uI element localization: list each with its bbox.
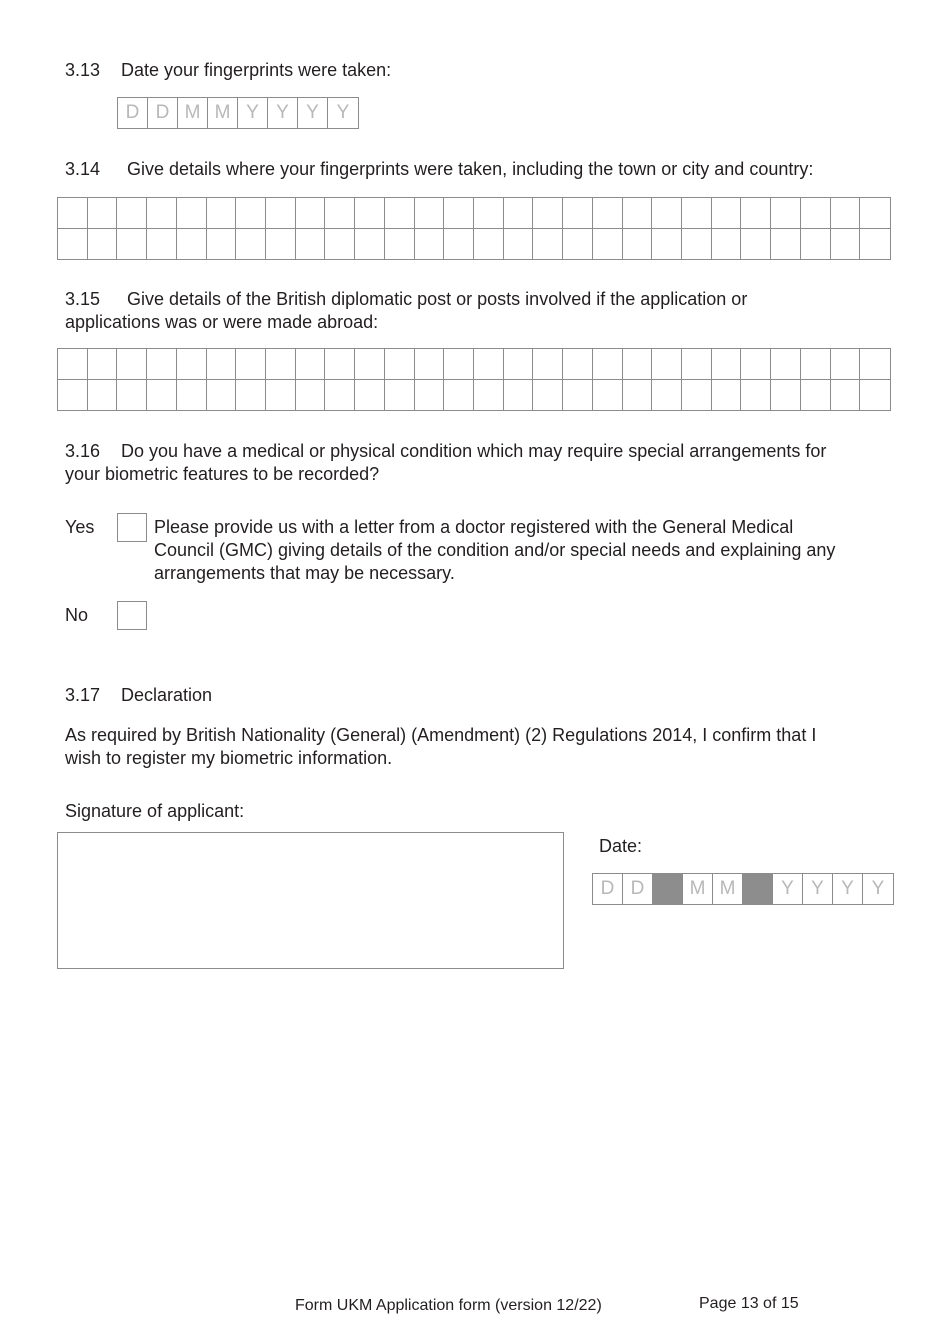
char-box[interactable] — [712, 380, 742, 411]
char-box[interactable] — [563, 380, 593, 411]
q313-heading — [65, 59, 391, 82]
char-box[interactable] — [296, 380, 326, 411]
q314-heading — [65, 158, 813, 181]
q315-heading — [65, 288, 747, 334]
date-cell[interactable]: D — [593, 874, 623, 904]
date-cell[interactable]: Y — [871, 878, 885, 899]
date-separator — [743, 874, 773, 904]
char-box[interactable] — [771, 198, 801, 229]
date-cell[interactable]: Y — [336, 102, 350, 123]
char-box[interactable] — [325, 229, 355, 260]
q315-number: 3.15 — [65, 289, 101, 309]
char-box[interactable] — [563, 349, 593, 380]
char-box[interactable] — [623, 198, 653, 229]
char-box[interactable] — [474, 229, 504, 260]
q313-text: Date your fingerprints were taken: — [121, 60, 392, 80]
q316-text-line1: Do you have a medical or physical condition which may require special arrangements for — [121, 441, 827, 461]
footer-form-name: Form UKM Application form (version 12/22) — [295, 1297, 602, 1314]
char-box[interactable] — [117, 380, 147, 411]
char-box[interactable] — [533, 198, 563, 229]
char-box[interactable] — [831, 229, 861, 260]
char-box[interactable] — [385, 380, 415, 411]
char-box[interactable] — [147, 380, 177, 411]
char-box[interactable] — [652, 349, 682, 380]
q317-date-input[interactable] — [592, 873, 894, 905]
char-box[interactable] — [801, 198, 831, 229]
char-box[interactable] — [801, 380, 831, 411]
date-cell[interactable]: D — [118, 98, 148, 128]
char-box[interactable] — [88, 349, 118, 380]
char-box[interactable] — [236, 198, 266, 229]
char-box[interactable] — [207, 380, 237, 411]
q316-number: 3.16 — [65, 441, 101, 461]
char-box[interactable] — [444, 229, 474, 260]
footer-page-number: Page 13 of 15 — [699, 1295, 799, 1312]
char-box[interactable] — [801, 349, 831, 380]
char-box[interactable] — [474, 349, 504, 380]
char-box[interactable] — [741, 229, 771, 260]
char-box[interactable] — [741, 198, 771, 229]
yes-note-line2: Council (GMC) giving details of the condition and/or special needs and explaining any — [154, 540, 836, 560]
char-box[interactable] — [712, 229, 742, 260]
date-cell[interactable]: M — [713, 874, 743, 904]
char-box[interactable] — [177, 198, 207, 229]
char-box[interactable] — [831, 380, 861, 411]
char-box[interactable] — [415, 198, 445, 229]
char-box[interactable] — [801, 229, 831, 260]
char-box[interactable] — [88, 198, 118, 229]
char-box[interactable] — [474, 198, 504, 229]
char-box[interactable] — [652, 380, 682, 411]
char-box[interactable] — [236, 349, 266, 380]
char-box[interactable] — [385, 198, 415, 229]
char-box[interactable] — [860, 229, 890, 260]
q313-number: 3.13 — [65, 60, 101, 80]
char-box[interactable] — [652, 229, 682, 260]
char-box[interactable] — [712, 349, 742, 380]
char-box[interactable] — [355, 380, 385, 411]
char-box[interactable] — [58, 229, 88, 260]
char-box[interactable] — [88, 380, 118, 411]
char-box[interactable] — [593, 380, 623, 411]
char-box[interactable] — [325, 198, 355, 229]
char-box[interactable] — [504, 349, 534, 380]
date-separator — [653, 874, 683, 904]
char-box[interactable] — [385, 229, 415, 260]
char-box[interactable] — [266, 229, 296, 260]
no-checkbox[interactable] — [117, 601, 147, 630]
char-box[interactable] — [444, 349, 474, 380]
char-box[interactable] — [355, 198, 385, 229]
char-box[interactable] — [860, 380, 890, 411]
declaration-line2: wish to register my biometric information. — [65, 748, 393, 768]
char-box[interactable] — [58, 349, 88, 380]
date-label: Date: — [599, 836, 643, 856]
q314-answer-grid[interactable] — [57, 197, 891, 260]
char-box[interactable] — [712, 198, 742, 229]
date-cell[interactable]: Y — [268, 98, 298, 128]
char-box[interactable] — [58, 380, 88, 411]
q315-text-line2: applications was or were made abroad: — [65, 312, 379, 332]
char-box[interactable] — [860, 349, 890, 380]
char-box[interactable] — [533, 380, 563, 411]
yes-checkbox[interactable] — [117, 513, 147, 542]
char-box[interactable] — [474, 380, 504, 411]
char-box[interactable] — [831, 349, 861, 380]
q313-date-input[interactable] — [117, 97, 359, 129]
q317-title: Declaration — [121, 685, 213, 705]
char-box[interactable] — [623, 380, 653, 411]
char-box[interactable] — [682, 198, 712, 229]
char-box[interactable] — [771, 229, 801, 260]
date-cell[interactable]: Y — [238, 98, 268, 128]
char-box[interactable] — [771, 349, 801, 380]
char-box[interactable] — [177, 229, 207, 260]
char-box[interactable] — [147, 349, 177, 380]
q315-answer-grid[interactable] — [57, 348, 891, 411]
char-box[interactable] — [117, 198, 147, 229]
date-cell[interactable]: M — [683, 874, 713, 904]
date-cell[interactable]: Y — [773, 874, 803, 904]
char-box[interactable] — [563, 229, 593, 260]
q317-heading — [65, 684, 212, 707]
char-box[interactable] — [563, 198, 593, 229]
char-box[interactable] — [831, 198, 861, 229]
char-box[interactable] — [296, 229, 326, 260]
char-box[interactable] — [147, 229, 177, 260]
char-box[interactable] — [623, 229, 653, 260]
q317-declaration-text — [65, 724, 816, 770]
char-box[interactable] — [325, 349, 355, 380]
char-box[interactable] — [266, 380, 296, 411]
char-box[interactable] — [623, 349, 653, 380]
char-box[interactable] — [593, 349, 623, 380]
char-box[interactable] — [682, 349, 712, 380]
date-cell[interactable]: Y — [803, 874, 833, 904]
char-box[interactable] — [504, 380, 534, 411]
char-box[interactable] — [682, 380, 712, 411]
char-box[interactable] — [504, 229, 534, 260]
char-box[interactable] — [236, 380, 266, 411]
char-box[interactable] — [444, 198, 474, 229]
yes-note — [154, 516, 835, 585]
char-box[interactable] — [385, 349, 415, 380]
char-box[interactable] — [444, 380, 474, 411]
char-box[interactable] — [117, 349, 147, 380]
char-box[interactable] — [533, 349, 563, 380]
signature-label: Signature of applicant: — [65, 801, 245, 821]
char-box[interactable] — [741, 380, 771, 411]
char-box[interactable] — [58, 198, 88, 229]
q315-text-line1: Give details of the British diplomatic post or posts involved if the application or — [127, 289, 748, 309]
date-cell[interactable]: Y — [833, 874, 863, 904]
char-box[interactable] — [355, 349, 385, 380]
q314-text: Give details where your fingerprints were taken, including the town or city and country: — [127, 159, 814, 179]
char-box[interactable] — [207, 198, 237, 229]
char-box[interactable] — [355, 229, 385, 260]
char-box[interactable] — [415, 380, 445, 411]
char-box[interactable] — [504, 198, 534, 229]
char-box[interactable] — [117, 229, 147, 260]
yes-label: Yes — [65, 517, 95, 537]
char-box[interactable] — [771, 380, 801, 411]
char-box[interactable] — [682, 229, 712, 260]
no-label: No — [65, 605, 89, 625]
date-cell[interactable]: D — [623, 874, 653, 904]
char-box[interactable] — [652, 198, 682, 229]
char-box[interactable] — [88, 229, 118, 260]
date-cell[interactable]: D — [148, 98, 178, 128]
yes-note-line1: Please provide us with a letter from a doctor registered with the General Medical — [154, 517, 794, 537]
yes-note-line3: arrangements that may be necessary. — [154, 563, 455, 583]
date-cell[interactable]: M — [178, 98, 208, 128]
q314-number: 3.14 — [65, 159, 101, 179]
q316-text-line2: your biometric features to be recorded? — [65, 464, 380, 484]
char-box[interactable] — [266, 198, 296, 229]
char-box[interactable] — [296, 198, 326, 229]
char-box[interactable] — [533, 229, 563, 260]
char-box[interactable] — [860, 198, 890, 229]
char-box[interactable] — [236, 229, 266, 260]
char-box[interactable] — [741, 349, 771, 380]
q317-number: 3.17 — [65, 685, 101, 705]
char-box[interactable] — [415, 229, 445, 260]
char-box[interactable] — [593, 198, 623, 229]
char-box[interactable] — [207, 229, 237, 260]
char-box[interactable] — [177, 349, 207, 380]
char-box[interactable] — [266, 349, 296, 380]
char-box[interactable] — [177, 380, 207, 411]
char-box[interactable] — [593, 229, 623, 260]
declaration-line1: As required by British Nationality (General) (Amendment) (2) Regulations 2014, I confirm that I — [65, 725, 817, 745]
date-cell[interactable]: Y — [298, 98, 328, 128]
char-box[interactable] — [147, 198, 177, 229]
char-box[interactable] — [207, 349, 237, 380]
q316-heading — [65, 440, 826, 486]
signature-box[interactable] — [57, 832, 564, 969]
char-box[interactable] — [325, 380, 355, 411]
char-box[interactable] — [415, 349, 445, 380]
date-cell[interactable]: M — [208, 98, 238, 128]
char-box[interactable] — [296, 349, 326, 380]
